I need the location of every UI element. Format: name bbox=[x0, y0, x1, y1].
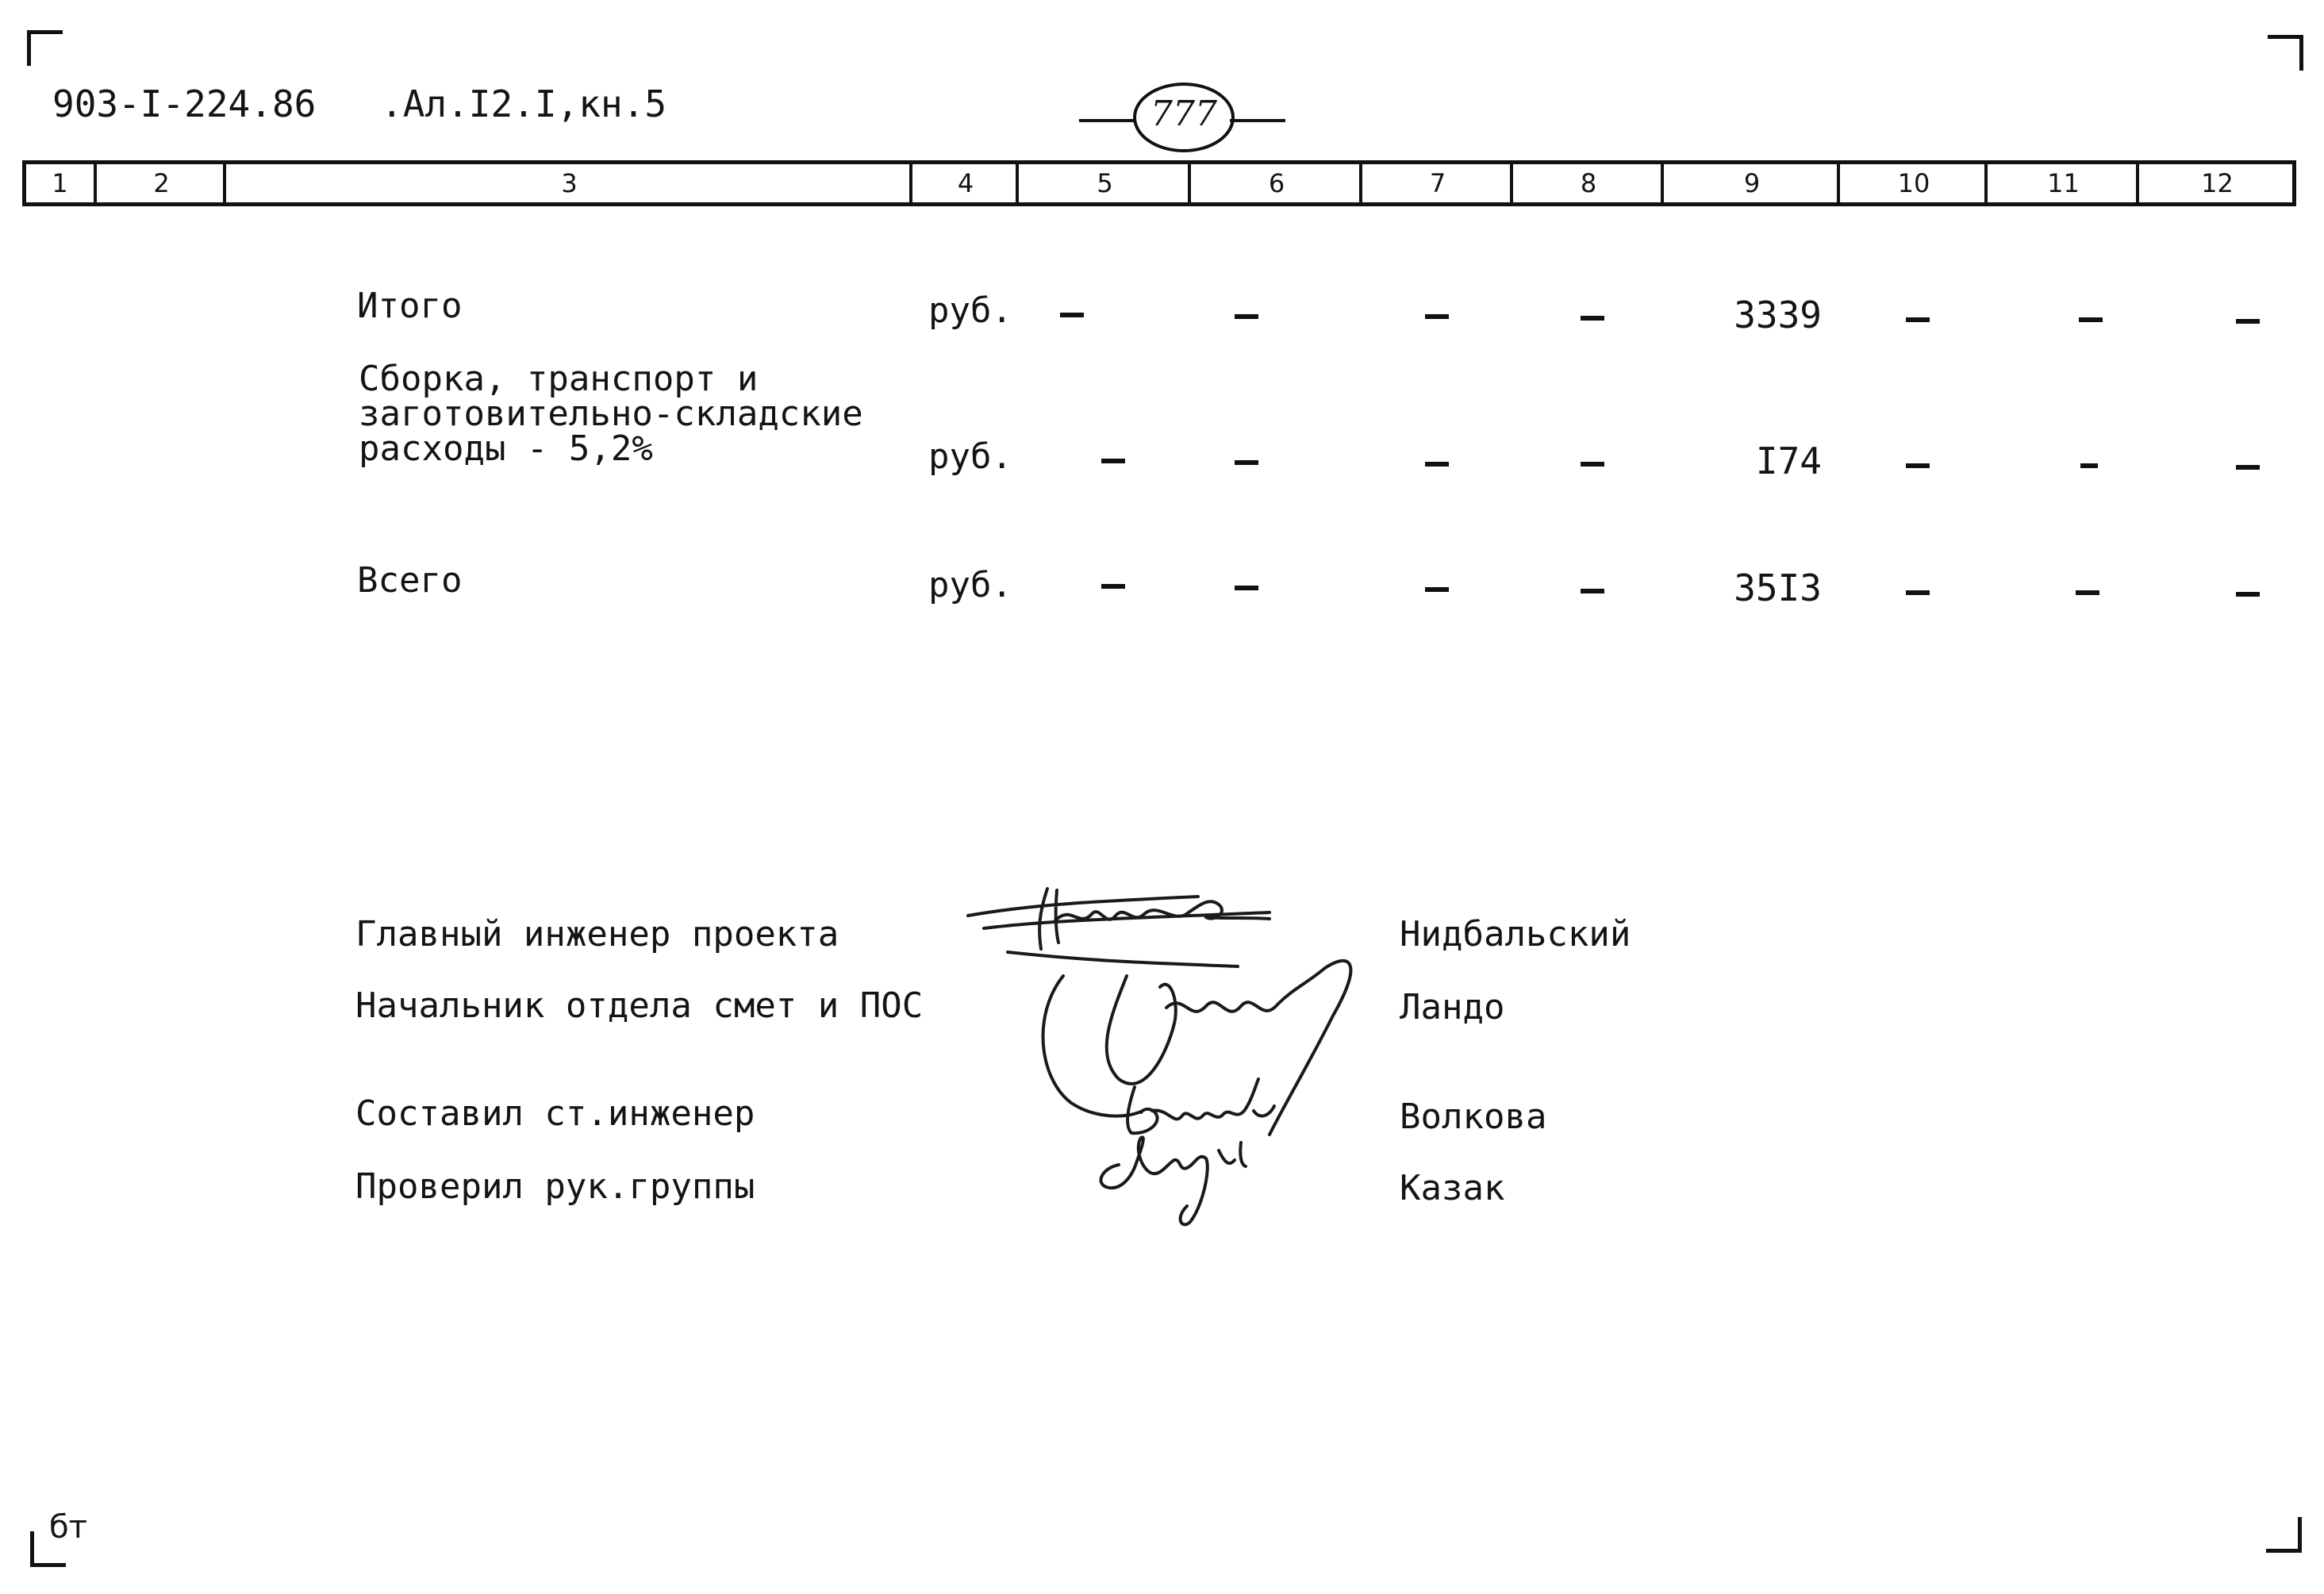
row-label-line: Сборка, транспорт и bbox=[359, 359, 759, 399]
row-unit: руб. bbox=[928, 436, 1012, 477]
signature-name: Ландо bbox=[1400, 987, 1505, 1027]
row-unit: руб. bbox=[928, 290, 1012, 331]
column-number-row bbox=[22, 160, 2296, 206]
column-number: 5 bbox=[1016, 164, 1191, 202]
album-reference: .Ал.I2.I,кн.5 bbox=[381, 83, 667, 125]
dash-col5 bbox=[1101, 459, 1125, 463]
dash-col6 bbox=[1235, 586, 1258, 590]
corner-mark-bottom-right bbox=[2266, 1517, 2302, 1553]
row-label: Всего bbox=[357, 560, 463, 601]
column-number: 9 bbox=[1661, 164, 1840, 202]
dash-col12 bbox=[2236, 319, 2260, 324]
dash-col12 bbox=[2236, 465, 2260, 470]
column-number: 8 bbox=[1510, 164, 1664, 202]
signature-role: Главный инженер проекта bbox=[355, 914, 839, 954]
dash-col7 bbox=[1425, 314, 1449, 319]
column-number: 2 bbox=[94, 164, 226, 202]
dash-col10 bbox=[1906, 317, 1930, 322]
dash-col10 bbox=[1906, 590, 1930, 595]
dash-col6 bbox=[1235, 314, 1258, 319]
signature-name: Волкова bbox=[1400, 1097, 1547, 1137]
signature-name: Нидбальский bbox=[1400, 914, 1631, 954]
row-value-col9: 3339 bbox=[1734, 294, 1822, 336]
dash-col7 bbox=[1425, 462, 1449, 467]
dash-col11 bbox=[2079, 317, 2103, 322]
dash-col7 bbox=[1425, 587, 1449, 592]
row-label-line: заготовительно-складские bbox=[359, 394, 863, 434]
page-number-stamp bbox=[1079, 79, 1285, 151]
signature-role: Проверил рук.группы bbox=[355, 1166, 755, 1207]
dash-col8 bbox=[1581, 462, 1604, 467]
corner-mark-top-left bbox=[27, 30, 63, 66]
column-number: 6 bbox=[1188, 164, 1362, 202]
corner-mark-top-right bbox=[2268, 35, 2303, 71]
column-number: 10 bbox=[1837, 164, 1988, 202]
dash-col8 bbox=[1581, 589, 1604, 593]
column-number: 11 bbox=[1984, 164, 2139, 202]
dash-col5 bbox=[1101, 584, 1125, 589]
row-value-col9: 35I3 bbox=[1734, 567, 1822, 609]
dash-col8 bbox=[1581, 316, 1604, 321]
dash-col11 bbox=[2080, 463, 2098, 468]
handwritten-signatures bbox=[936, 873, 1650, 1254]
dash-col5 bbox=[1060, 313, 1084, 317]
row-label-line: расходы - 5,2% bbox=[359, 428, 653, 469]
dash-col10 bbox=[1906, 463, 1930, 468]
signature-role: Составил ст.инженер bbox=[355, 1093, 755, 1134]
row-label: Итого bbox=[357, 286, 463, 326]
column-number: 12 bbox=[2136, 164, 2295, 202]
dash-col12 bbox=[2236, 592, 2260, 597]
column-number: 4 bbox=[909, 164, 1019, 202]
dash-col6 bbox=[1235, 460, 1258, 465]
dash-col11 bbox=[2076, 590, 2099, 595]
row-value-col9: I74 bbox=[1755, 440, 1822, 482]
page-number: 777 bbox=[1150, 94, 1217, 134]
document-code: 903-I-224.86 bbox=[52, 83, 317, 125]
column-number: 1 bbox=[52, 168, 68, 198]
row-unit: руб. bbox=[928, 565, 1012, 605]
signature-role: Начальник отдела смет и ПОС bbox=[355, 985, 924, 1026]
column-number: 3 bbox=[223, 164, 912, 202]
footer-mark: бт bbox=[49, 1509, 87, 1546]
column-number: 7 bbox=[1359, 164, 1513, 202]
signature-name: Казак bbox=[1400, 1168, 1505, 1208]
